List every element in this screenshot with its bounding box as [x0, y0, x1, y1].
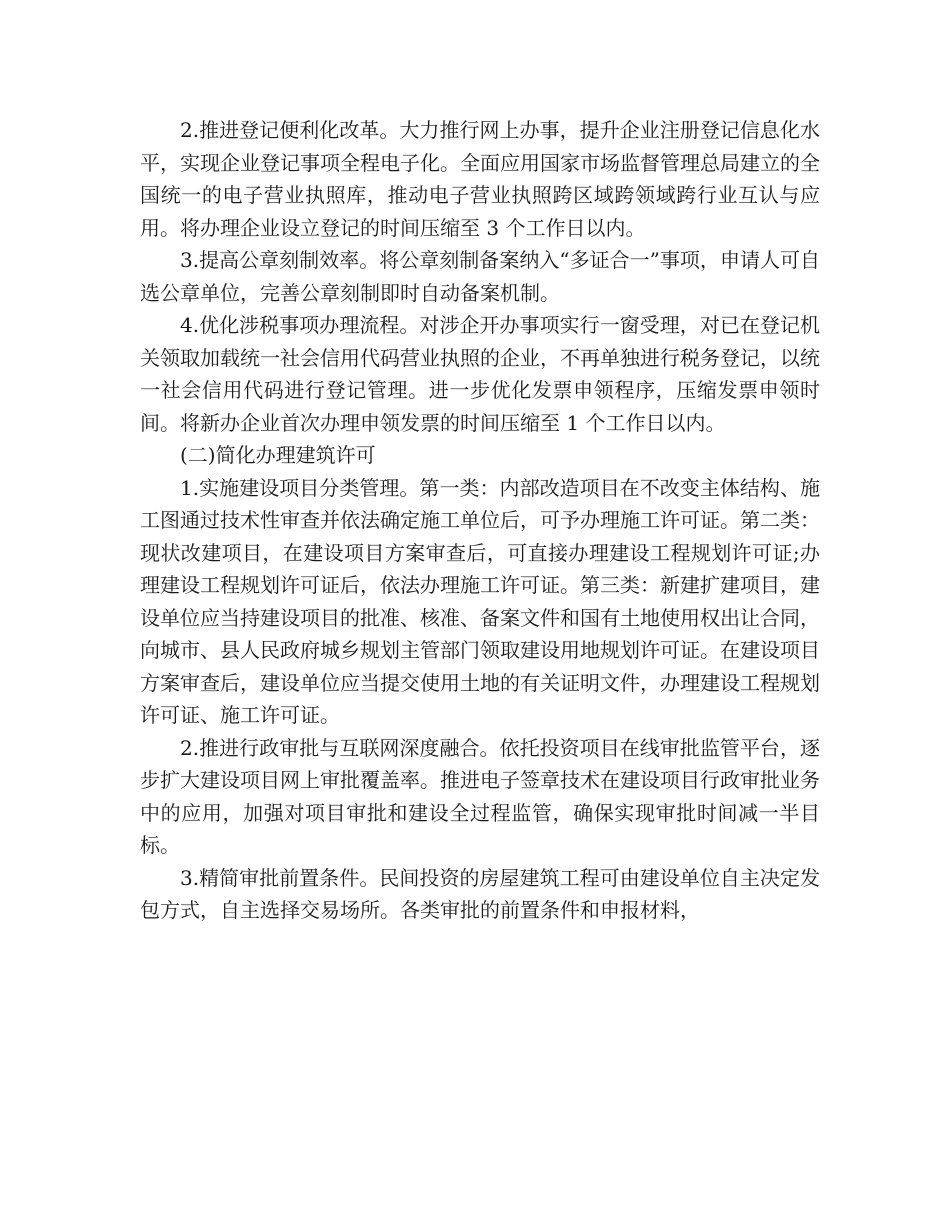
paragraph-tax-process: 4.优化涉税事项办理流程。对涉企开办事项实行一窗受理，对已在登记机关领取加载统一社会信用代码营业执照的企业，不再单独进行税务登记，以统一社会信用代码进行登记管理。进一步优化发票申领程序，压缩发票申领时间。将新办企业首次办理申领发票的时间压缩至 1 个工作日以内。 — [140, 313, 820, 435]
section-heading-building-permit: (二)简化办理建筑许可 — [180, 443, 376, 467]
document-body — [140, 114, 820, 927]
paragraph-simplify-preconditions: 3.精简审批前置条件。民间投资的房屋建筑工程可由建设单位自主决定发包方式，自主选择交易场所。各类审批的前置条件和申报材料， — [140, 865, 820, 922]
paragraph-seal-efficiency: 3.提高公章刻制效率。将公章刻制备案纳入“多证合一”事项，申请人可自选公章单位，完善公章刻制即时自动备案机制。 — [140, 248, 820, 305]
paragraph-project-classification: 1.实施建设项目分类管理。第一类：内部改造项目在不改变主体结构、施工图通过技术性审查并依法确定施工单位后，可予办理施工许可证。第二类：现状改建项目，在建设项目方案审查后，可直接办理建设工程规划许可证;办理建设工程规划许可证后，依法办理施工许可证。第三类：新建扩建项目，建设单位应当持建设项目的批准、核准、备案文件和国有土地使用权出让合同，向城市、县人民政府城乡规划主管部门领取建设用地规划许可证。在建设项目方案审查后，建设单位应当提交使用土地的有关证明文件，办理建设工程规划许可证、施工许可证。 — [140, 475, 820, 727]
paragraph-registration-reform: 2.推进登记便利化改革。大力推行网上办事，提升企业注册登记信息化水平，实现企业登记事项全程电子化。全面应用国家市场监督管理总局建立的全国统一的电子营业执照库，推动电子营业执照跨区域跨领域跨行业互认与应用。将办理企业设立登记的时间压缩至 3 个工作日以内。 — [140, 118, 820, 240]
paragraph-internet-approval: 2.推进行政审批与互联网深度融合。依托投资项目在线审批监管平台，逐步扩大建设项目网上审批覆盖率。推进电子签章技术在建设项目行政审批业务中的应用，加强对项目审批和建设全过程监管，确保实现审批时间减一半目标。 — [140, 735, 820, 857]
